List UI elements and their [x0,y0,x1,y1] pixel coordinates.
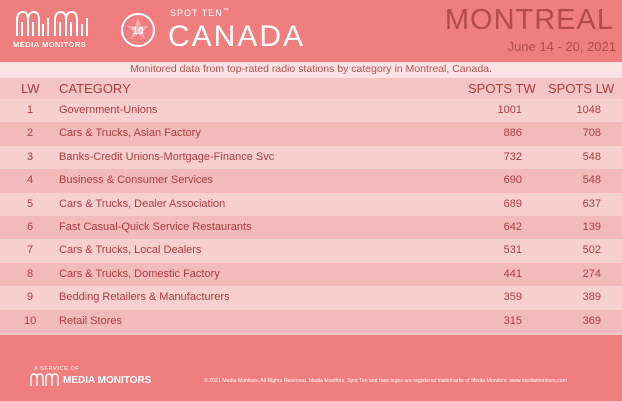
row-spots-tw: 359 [503,291,522,304]
row-rank: 5 [26,197,34,210]
row-spots-lw: 548 [582,150,601,163]
spot-ten-label [170,8,230,18]
subtitle: Monitored data from top-rated radio stations by category in Montreal, Canada. [130,63,492,75]
table-row [0,216,622,239]
header-spots-lw: SPOTS LW [548,81,615,96]
date-range: June 14 - 20, 2021 [507,39,616,54]
row-category: Government-Unions [59,104,158,116]
row-spots-lw: 708 [582,127,601,140]
row-spots-tw: 886 [503,127,522,140]
table-row [0,310,622,333]
row-category: Retail Stores [59,314,122,327]
row-spots-tw: 732 [503,150,522,163]
table-row [0,169,622,192]
brand-canada: CANADA [168,20,306,53]
row-category: Banks-Credit Unions-Mortgage-Finance Svc [59,150,275,163]
row-spots-lw: 369 [582,314,601,327]
badge-number: 10 [132,26,144,37]
row-category: Cars & Trucks, Local Dealers [59,244,202,257]
row-category: Bedding Retailers & Manufacturers [59,291,230,304]
row-rank: 1 [26,104,34,116]
row-rank: 10 [24,314,37,327]
media-monitors-logo-text: MEDIA MONITORS [13,40,87,49]
header-lw: LW [21,81,40,96]
row-category: Business & Consumer Services [59,174,214,187]
row-spots-tw: 690 [503,174,522,187]
row-spots-tw: 531 [503,244,522,257]
row-spots-lw: 139 [582,220,601,233]
row-spots-lw: 389 [582,291,601,304]
footer-logo-text: MEDIA MONITORS [63,375,152,386]
ranking-table [0,99,622,333]
table-row [0,146,622,169]
media-monitors-logo-icon [15,10,91,38]
row-spots-lw: 502 [582,244,601,257]
row-rank: 6 [26,220,34,233]
table-row [0,239,622,262]
footer-logo-icon [30,373,60,387]
spot-ten-text: SPOT TEN [170,8,223,18]
row-rank: 3 [26,150,34,163]
copyright-text: © 2021 Media Monitors. All Rights Reserved. Media Monitors, Spot Ten and their logos are registered trademarks of Media Monitors. www.mediamonitors.com [204,378,567,384]
header-spots-tw: SPOTS TW [468,81,536,96]
row-category: Cars & Trucks, Asian Factory [59,127,201,140]
row-rank: 8 [26,267,34,280]
row-spots-tw: 441 [503,267,522,280]
row-spots-tw: 642 [503,220,522,233]
row-rank: 9 [26,291,34,304]
row-category: Fast Casual-Quick Service Restaurants [59,220,252,233]
trademark-symbol: ™ [222,8,230,14]
service-label: A SERVICE OF [34,366,80,372]
row-spots-tw: 689 [503,197,522,210]
footer-media-monitors-logo [30,373,170,389]
row-spots-lw: 1048 [576,104,601,116]
row-rank: 2 [26,127,34,140]
media-monitors-logo [13,10,95,48]
row-category: Cars & Trucks, Dealer Association [59,197,226,210]
row-rank: 7 [26,244,34,257]
table-row [0,193,622,216]
table-row [0,99,622,122]
header-category: CATEGORY [59,81,131,96]
city-title: MONTREAL [444,4,614,36]
table-row [0,122,622,145]
row-spots-tw: 315 [503,314,522,327]
row-rank: 4 [26,174,34,187]
row-category: Cars & Trucks, Domestic Factory [59,267,220,280]
spot-ten-star-badge-icon [120,12,156,48]
row-spots-tw: 1001 [497,104,522,116]
row-spots-lw: 274 [582,267,601,280]
row-spots-lw: 548 [582,174,601,187]
table-row [0,286,622,309]
row-spots-lw: 637 [582,197,601,210]
table-row [0,263,622,286]
footer-banner [0,335,622,401]
